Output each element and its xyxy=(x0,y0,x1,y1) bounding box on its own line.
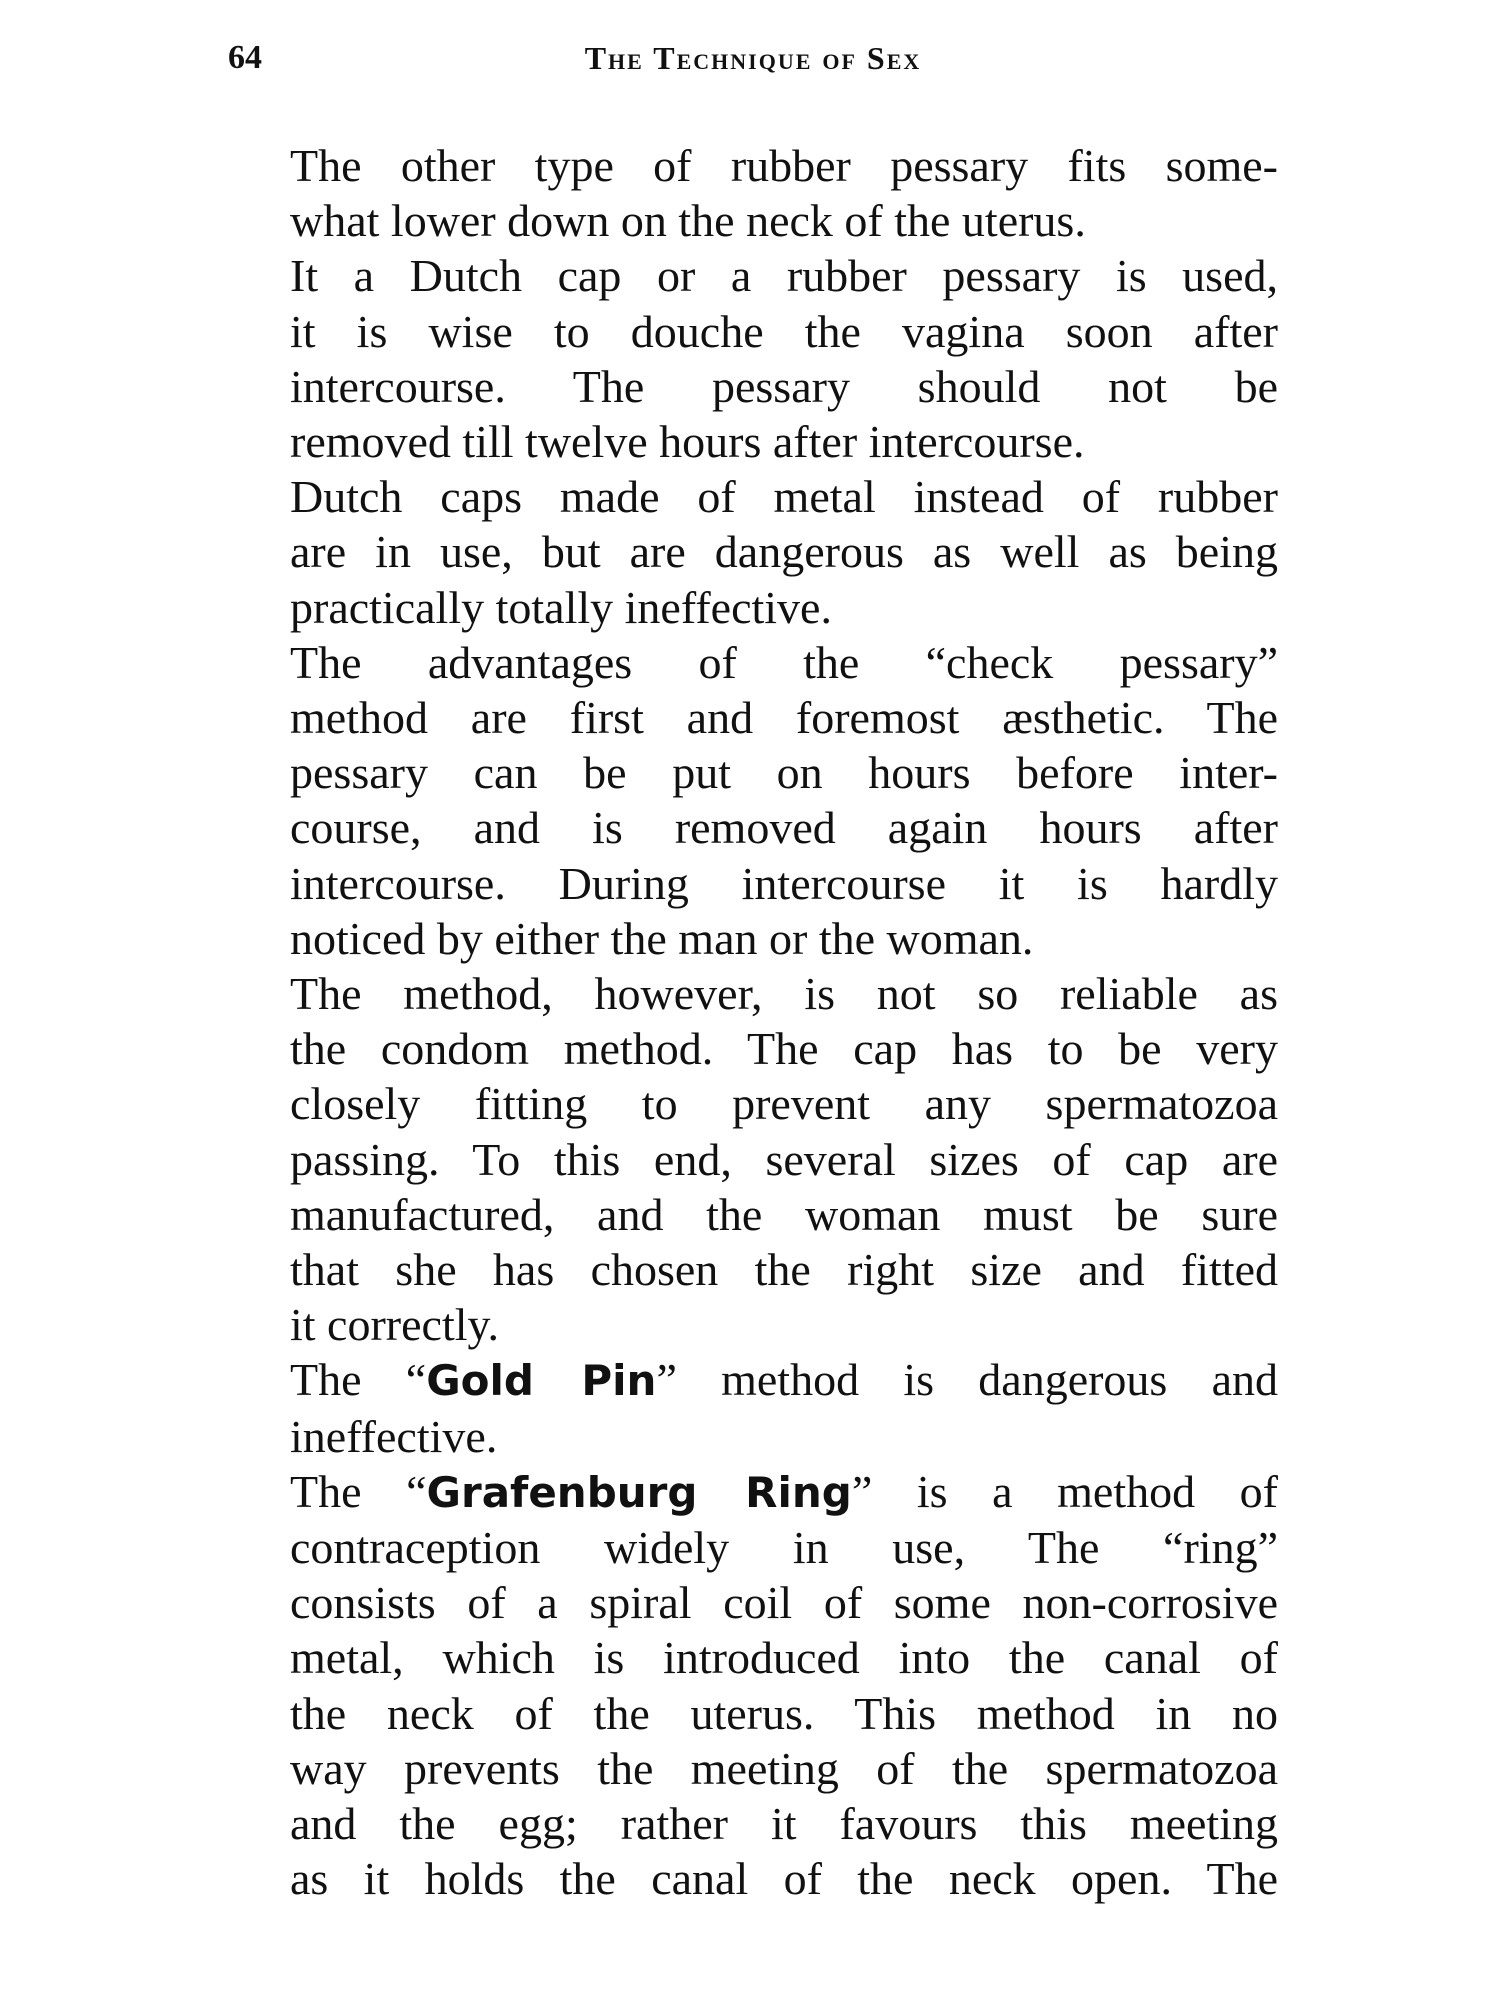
page-number: 64 xyxy=(228,39,262,76)
text-line xyxy=(228,1464,1278,1520)
text-line: noticed by either the man or the woman. xyxy=(290,912,1034,964)
text-line: The method, however, is not so reliable as xyxy=(290,968,1278,1020)
paragraph-2 xyxy=(228,248,1278,469)
text-line: method are first and foremost æsthetic. The xyxy=(290,692,1278,744)
text-line: it is wise to douche the vagina soon after xyxy=(290,305,1278,357)
text-line: Dutch caps made of metal instead of rubber xyxy=(290,471,1278,523)
grafenburg-ring-term: Grafenburg Ring xyxy=(426,1467,852,1517)
paragraph-6 xyxy=(228,1352,1278,1463)
text-line: removed till twelve hours after intercourse. xyxy=(290,416,1085,468)
text-line: course, and is removed again hours after xyxy=(290,802,1278,854)
text-line: pessary can be put on hours before inter- xyxy=(290,747,1278,799)
paragraph-7 xyxy=(228,1464,1278,1907)
text-line: as it holds the canal of the neck open. The xyxy=(290,1853,1278,1905)
text-run: ” is a method of xyxy=(851,1465,1278,1517)
text-line: and the egg; rather it favours this meeting xyxy=(290,1798,1278,1850)
text-line xyxy=(228,1352,1278,1408)
text-line: closely fitting to prevent any spermatozoa xyxy=(290,1078,1278,1130)
text-line: that she has chosen the right size and fitted xyxy=(290,1244,1278,1296)
paragraph-5 xyxy=(228,966,1278,1352)
text-line: The other type of rubber pessary fits some- xyxy=(290,140,1278,191)
text-line: practically totally ineffective. xyxy=(290,581,832,633)
text-line: consists of a spiral coil of some non-corrosive xyxy=(290,1577,1278,1629)
text-line: what lower down on the neck of the uterus. xyxy=(290,195,1086,247)
text-run: The “ xyxy=(290,1354,427,1406)
text-line: intercourse. During intercourse it is hardly xyxy=(290,857,1278,909)
paragraph-4 xyxy=(228,635,1278,966)
text-line: passing. To this end, several sizes of cap are xyxy=(290,1133,1278,1185)
body-text xyxy=(228,138,1278,1907)
text-line: It a Dutch cap or a rubber pessary is used, xyxy=(290,250,1278,302)
text-run: The “ xyxy=(290,1465,427,1517)
running-title: The Technique of Sex xyxy=(584,40,922,76)
text-line: the condom method. The cap has to be very xyxy=(290,1023,1278,1075)
text-run: ” method is dangerous and xyxy=(656,1354,1278,1406)
text-line: way prevents the meeting of the spermatozoa xyxy=(290,1742,1278,1794)
running-head xyxy=(228,38,1278,78)
text-line: contraception widely in use, The “ring” xyxy=(290,1522,1278,1574)
paragraph-1 xyxy=(228,138,1278,248)
text-line: manufactured, and the woman must be sure xyxy=(290,1188,1278,1240)
text-line: ineffective. xyxy=(290,1410,498,1462)
gold-pin-term: Gold Pin xyxy=(426,1356,657,1406)
text-line: are in use, but are dangerous as well as being xyxy=(290,526,1278,578)
text-line: the neck of the uterus. This method in no xyxy=(290,1687,1278,1739)
text-line: intercourse. The pessary should not be xyxy=(290,360,1278,412)
text-line: it correctly. xyxy=(290,1299,500,1351)
paragraph-3 xyxy=(228,469,1278,635)
text-line: The advantages of the “check pessary” xyxy=(290,636,1278,688)
text-line: metal, which is introduced into the canal of xyxy=(290,1632,1278,1684)
